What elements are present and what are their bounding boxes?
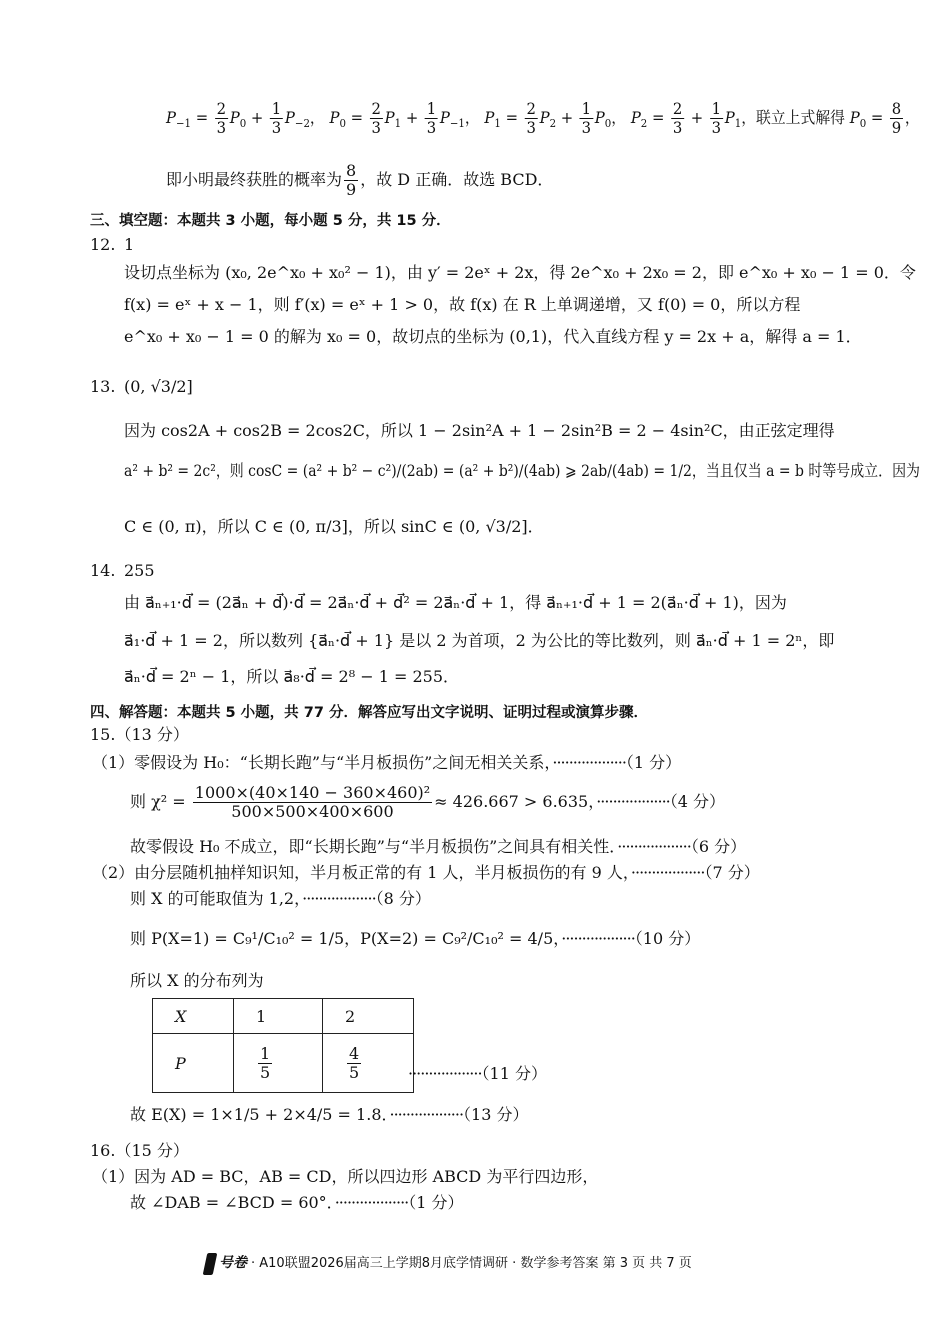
chi-prefix: 则 χ² = bbox=[130, 792, 191, 811]
section3-heading: 三、填空题：本题共 3 小题，每小题 5 分，共 15 分． bbox=[90, 213, 451, 229]
q13-number: 13. bbox=[90, 377, 116, 396]
logo-text: 号卷 bbox=[219, 1255, 247, 1271]
q15-prob-text: 则 P(X=1) = C₉¹/C₁₀² = 1/5，P(X=2) = C₉²/C₁₀² = 4/5， bbox=[130, 929, 562, 948]
score: （8 分） bbox=[375, 889, 431, 908]
dot-leader: ·················· bbox=[617, 837, 691, 856]
q14-answer: 255 bbox=[124, 561, 155, 580]
chi-denominator: 500×500×400×600 bbox=[231, 802, 394, 821]
footer-text: · A10联盟2026届高三上学期8月底学情调研 · 数学参考答案 第 3 页 共 7 页 bbox=[251, 1256, 692, 1271]
q15-prob bbox=[130, 928, 700, 950]
table-header-row bbox=[153, 999, 414, 1034]
score: （13 分） bbox=[463, 1105, 529, 1124]
chi-fraction bbox=[193, 784, 432, 821]
recurrence-line: $P_{-1}$ = $\frac{2}{3}$ $P_0$ + $\frac{1}{3}$ $P_{-2}$， $P_0$ = $\frac{2}{3}$ $P_1$ + $\frac{1}{3}$ $P_{-1}$， $P_1$ = $\frac{2}{3}$ $P_2$ + $\frac{1}{3}$ $P_0$， $P_2$ = $\frac{2}{3}$ + $\frac{1}{3}$ $P_1$，联立上式解得 $P_0$ = $\frac{8}{9}$ ， bbox=[166, 99, 920, 137]
q15-chi-square bbox=[130, 784, 725, 832]
score: （1 分） bbox=[408, 1193, 464, 1212]
q14-line-3: a⃗ₙ·d⃗ = 2ⁿ − 1，所以 a⃗₈·d⃗ = 2⁸ − 1 = 255． bbox=[124, 667, 460, 686]
q15-dist-intro: 所以 X 的分布列为 bbox=[130, 971, 264, 990]
q14-line-1: 由 a⃗ₙ₊₁·d⃗ = (2a⃗ₙ + d⃗)·d⃗ = 2a⃗ₙ·d⃗ + d⃗² = 2a⃗ₙ·d⃗ + 1，得 a⃗ₙ₊₁·d⃗ + 1 = 2(a⃗ₙ·d⃗ + 1)，因为 bbox=[124, 593, 787, 612]
q15-values-text: 则 X 的可能取值为 1,2， bbox=[130, 889, 303, 908]
q13-line-3: C ∈ (0, π)，所以 C ∈ (0, π/3]，所以 sinC ∈ (0, √3/2]． bbox=[124, 517, 544, 536]
q12-answer: 1 bbox=[124, 235, 135, 254]
q16-angle-text: 故 ∠DAB = ∠BCD = 60°． bbox=[130, 1193, 335, 1212]
page-footer bbox=[205, 1252, 692, 1275]
table-cell: 2 bbox=[323, 999, 414, 1034]
fraction-numerator: 1 bbox=[260, 1043, 271, 1063]
q15-number: 15.（13 分） bbox=[90, 725, 189, 744]
prob-fraction bbox=[347, 1045, 361, 1082]
dot-leader: ·················· bbox=[552, 753, 626, 772]
prob-fraction bbox=[258, 1045, 272, 1082]
q16-number: 16.（15 分） bbox=[90, 1141, 189, 1160]
q15-part2 bbox=[92, 862, 760, 884]
fraction-denominator: 5 bbox=[260, 1062, 271, 1082]
q15-expect bbox=[130, 1104, 529, 1126]
score: （4 分） bbox=[669, 792, 726, 811]
q16-angle bbox=[130, 1192, 464, 1214]
table-cell bbox=[323, 1034, 414, 1093]
table-cell bbox=[234, 1034, 323, 1093]
dot-leader: ·················· bbox=[630, 863, 705, 882]
q13-answer: (0, √3/2] bbox=[124, 377, 193, 396]
conclusion-line: 即小明最终获胜的概率为 $\frac{8}{9}$ ，故 D 正确．故选 BCD． bbox=[166, 161, 554, 199]
q14-number: 14. bbox=[90, 561, 116, 580]
q15-expect-text: 故 E(X) = 1×1/5 + 2×4/5 = 1.8． bbox=[130, 1105, 390, 1124]
dot-leader: ·················· bbox=[561, 929, 635, 948]
score: （7 分） bbox=[704, 863, 760, 882]
q16-part1: （1）因为 AD = BC，AB = CD，所以四边形 ABCD 为平行四边形， bbox=[92, 1167, 599, 1186]
q12-line-1: 设切点坐标为 (x₀, 2e^x₀ + x₀² − 1)，由 y′ = 2eˣ + 2x，得 2e^x₀ + 2x₀ = 2，即 e^x₀ + x₀ − 1 = 0．令 bbox=[124, 263, 916, 282]
q15-values bbox=[130, 888, 431, 910]
table-row bbox=[153, 1034, 414, 1093]
fraction-numerator: 4 bbox=[349, 1043, 360, 1063]
dot-leader: ·················· bbox=[596, 792, 670, 811]
dot-leader: ·················· bbox=[389, 1105, 464, 1124]
logo-icon bbox=[203, 1253, 218, 1275]
chi-suffix: ≈ 426.667 > 6.635， bbox=[434, 792, 597, 811]
q15-part1 bbox=[92, 752, 681, 774]
q12-line-3: e^x₀ + x₀ − 1 = 0 的解为 x₀ = 0，故切点的坐标为 (0,1)，代入直线方程 y = 2x + a，解得 a = 1． bbox=[124, 327, 862, 346]
fraction-denominator: 5 bbox=[349, 1062, 360, 1082]
q15-table-score bbox=[408, 1063, 547, 1085]
table-cell: P bbox=[153, 1034, 234, 1093]
q13-line-1: 因为 cos2A + cos2B = 2cos2C，所以 1 − 2sin²A + 1 − 2sin²B = 2 − 4sin²C，由正弦定理得 bbox=[124, 421, 835, 440]
q12-number: 12. bbox=[90, 235, 116, 254]
dot-leader: ·················· bbox=[302, 889, 376, 908]
q13-line-2: a² + b² = 2c²，则 cosC = (a² + b² − c²)/(2ab) = (a² + b²)/(4ab) ⩾ 2ab/(4ab) = 1/2，当且仅当 a = b 时等号成立．因为 bbox=[124, 461, 920, 480]
score: （1 分） bbox=[625, 753, 682, 772]
distribution-table bbox=[152, 998, 414, 1093]
section4-heading: 四、解答题：本题共 5 小题，共 77 分．解答应写出文字说明、证明过程或演算步骤． bbox=[90, 705, 648, 721]
table-cell: X bbox=[153, 999, 234, 1034]
q14-line-2: a⃗₁·d⃗ + 1 = 2，所以数列 {a⃗ₙ·d⃗ + 1} 是以 2 为首项，2 为公比的等比数列，则 a⃗ₙ·d⃗ + 1 = 2ⁿ，即 bbox=[124, 631, 835, 650]
table-cell: 1 bbox=[234, 999, 323, 1034]
score: （11 分） bbox=[481, 1064, 547, 1083]
q15-part1-text: （1）零假设为 H₀：“长期长跑”与“半月板损伤”之间无相关关系， bbox=[92, 753, 553, 772]
dot-leader: ·················· bbox=[334, 1193, 409, 1212]
score: （10 分） bbox=[634, 929, 701, 948]
dot-leader: ·················· bbox=[408, 1064, 482, 1083]
score: （6 分） bbox=[690, 837, 747, 856]
q15-part2-text: （2）由分层随机抽样知识知，半月板正常的有 1 人，半月板损伤的有 9 人， bbox=[92, 863, 631, 882]
q12-line-2: f(x) = eˣ + x − 1，则 f′(x) = eˣ + 1 > 0，故 f(x) 在 R 上单调递增，又 f(0) = 0，所以方程 bbox=[124, 295, 801, 314]
q15-reject-text: 故零假设 H₀ 不成立，即“长期长跑”与“半月板损伤”之间具有相关性． bbox=[130, 837, 618, 856]
q15-reject bbox=[130, 836, 746, 858]
chi-numerator: 1000×(40×140 − 360×460)² bbox=[194, 783, 431, 802]
